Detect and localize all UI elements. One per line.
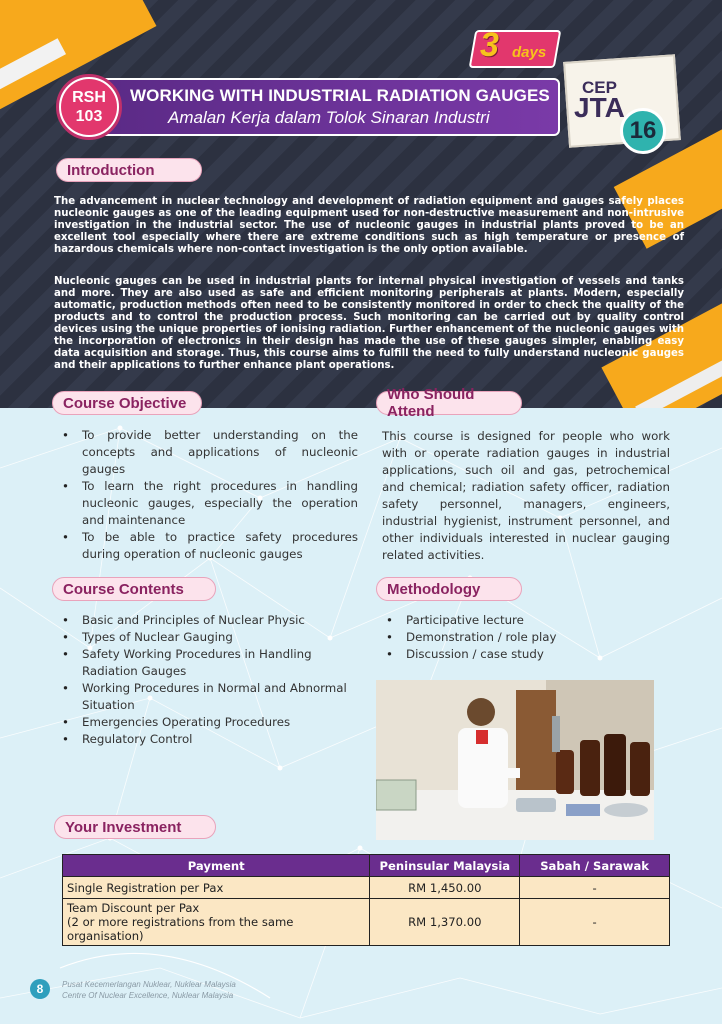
footer-org-malay: Pusat Kecemerlangan Nuklear, Nuklear Malaysia xyxy=(62,980,236,989)
course-contents-list xyxy=(58,612,358,748)
cep-points-badge: 16 xyxy=(620,108,666,154)
course-objective-list xyxy=(58,427,358,563)
course-code-line2: 103 xyxy=(75,108,103,125)
list-item: • To learn the right procedures in handling nucleonic gauges, especially the operation and maintenance xyxy=(58,478,358,529)
list-item: • Working Procedures in Normal and Abnormal Situation xyxy=(58,680,358,714)
methodology-list xyxy=(382,612,662,663)
days-number: 3 xyxy=(480,26,499,64)
who-should-attend-heading: Who Should Attend xyxy=(376,391,522,415)
page-number: 8 xyxy=(30,979,50,999)
course-code-line1: RSH xyxy=(72,89,106,106)
list-item: • Safety Working Procedures in Handling Radiation Gauges xyxy=(58,646,358,680)
investment-table xyxy=(62,854,670,946)
lab-photo xyxy=(376,680,654,840)
course-objective-heading: Course Objective xyxy=(52,391,202,415)
course-code xyxy=(61,79,117,135)
list-item: • Regulatory Control xyxy=(58,731,358,748)
payment-label: Team Discount per Pax xyxy=(67,901,200,915)
list-item: • To provide better understanding on the concepts and applications of nucleonic gauges xyxy=(58,427,358,478)
introduction-paragraph-2: Nucleonic gauges can be used in industrial plants for internal physical investigation of vessels and tanks and more. They are also used as safe and efficient monitoring peripherals at plants. Modern, especially automatic, production methods often need to be consistently monitored in order to check the quality of the products and to control the production process. Such monitoring can be carried out by quality control devices using the unique properties of ionising radiation. Further enhancement of the nucleonic gauges with the incorporation of electronics in their design has made the use of these gauges simpler, enabling easy data acquisition and storage. Thus, this course aims to fulfill the need to fully understand nucleonic gauges and their applications to further enhance plant operations. xyxy=(54,276,684,371)
column-header: Payment xyxy=(63,855,370,877)
payment-cell: Single Registration per Pax xyxy=(63,877,370,899)
list-item: • To be able to practice safety procedures during operation of nucleonic gauges xyxy=(58,529,358,563)
list-item: • Emergencies Operating Procedures xyxy=(58,714,358,731)
days-word: days xyxy=(512,44,547,61)
column-header: Peninsular Malaysia xyxy=(370,855,520,877)
list-item: • Discussion / case study xyxy=(382,646,662,663)
list-item: • Types of Nuclear Gauging xyxy=(58,629,358,646)
peninsular-price-cell: RM 1,370.00 xyxy=(370,899,520,946)
table-row xyxy=(63,899,670,946)
table-row xyxy=(63,877,670,899)
sabah-price-cell: - xyxy=(520,899,670,946)
course-contents-heading: Course Contents xyxy=(52,577,216,601)
column-header: Sabah / Sarawak xyxy=(520,855,670,877)
sabah-price-cell: - xyxy=(520,877,670,899)
list-item: • Participative lecture xyxy=(382,612,662,629)
payment-note: (2 or more registrations from the same organisation) xyxy=(67,915,294,943)
introduction-paragraph-1: The advancement in nuclear technology and development of radiation equipment and gauges safely places nucleonic gauges as one of the leading equipment used for non-destructive measurement and non-intrusive investigation in the industrial sector. The use of nucleonic gauges in industrial plants proved to be an excellent tool especially where there are extreme conditions such as high temperature or presence of hazardous chemicals where non-contact investigation is the only option available. xyxy=(54,196,684,255)
investment-heading: Your Investment xyxy=(54,815,216,839)
who-should-attend-text: This course is designed for people who work with or operate radiation gauges in industrial applications, such oil and gas, petrochemical and chemical; radiation safety officer, radiation safety personnel, managers, engineers, industrial hygienist, instrument personnel, and other individuals interested in nuclear gauging related activities. xyxy=(382,429,670,562)
footer-org-english: Centre Of Nuclear Excellence, Nuklear Malaysia xyxy=(62,991,234,1000)
table-header-row xyxy=(63,855,670,877)
peninsular-price-cell: RM 1,450.00 xyxy=(370,877,520,899)
list-item: • Demonstration / role play xyxy=(382,629,662,646)
payment-cell xyxy=(63,899,370,946)
jta-label: JTA xyxy=(574,92,625,123)
methodology-heading: Methodology xyxy=(376,577,522,601)
page-subtitle: Amalan Kerja dalam Tolok Sinaran Industri xyxy=(168,108,490,127)
cep-label: CEP xyxy=(582,78,617,97)
introduction-heading: Introduction xyxy=(56,158,202,182)
list-item: • Basic and Principles of Nuclear Physic xyxy=(58,612,358,629)
page-title: WORKING WITH INDUSTRIAL RADIATION GAUGES xyxy=(130,86,550,105)
